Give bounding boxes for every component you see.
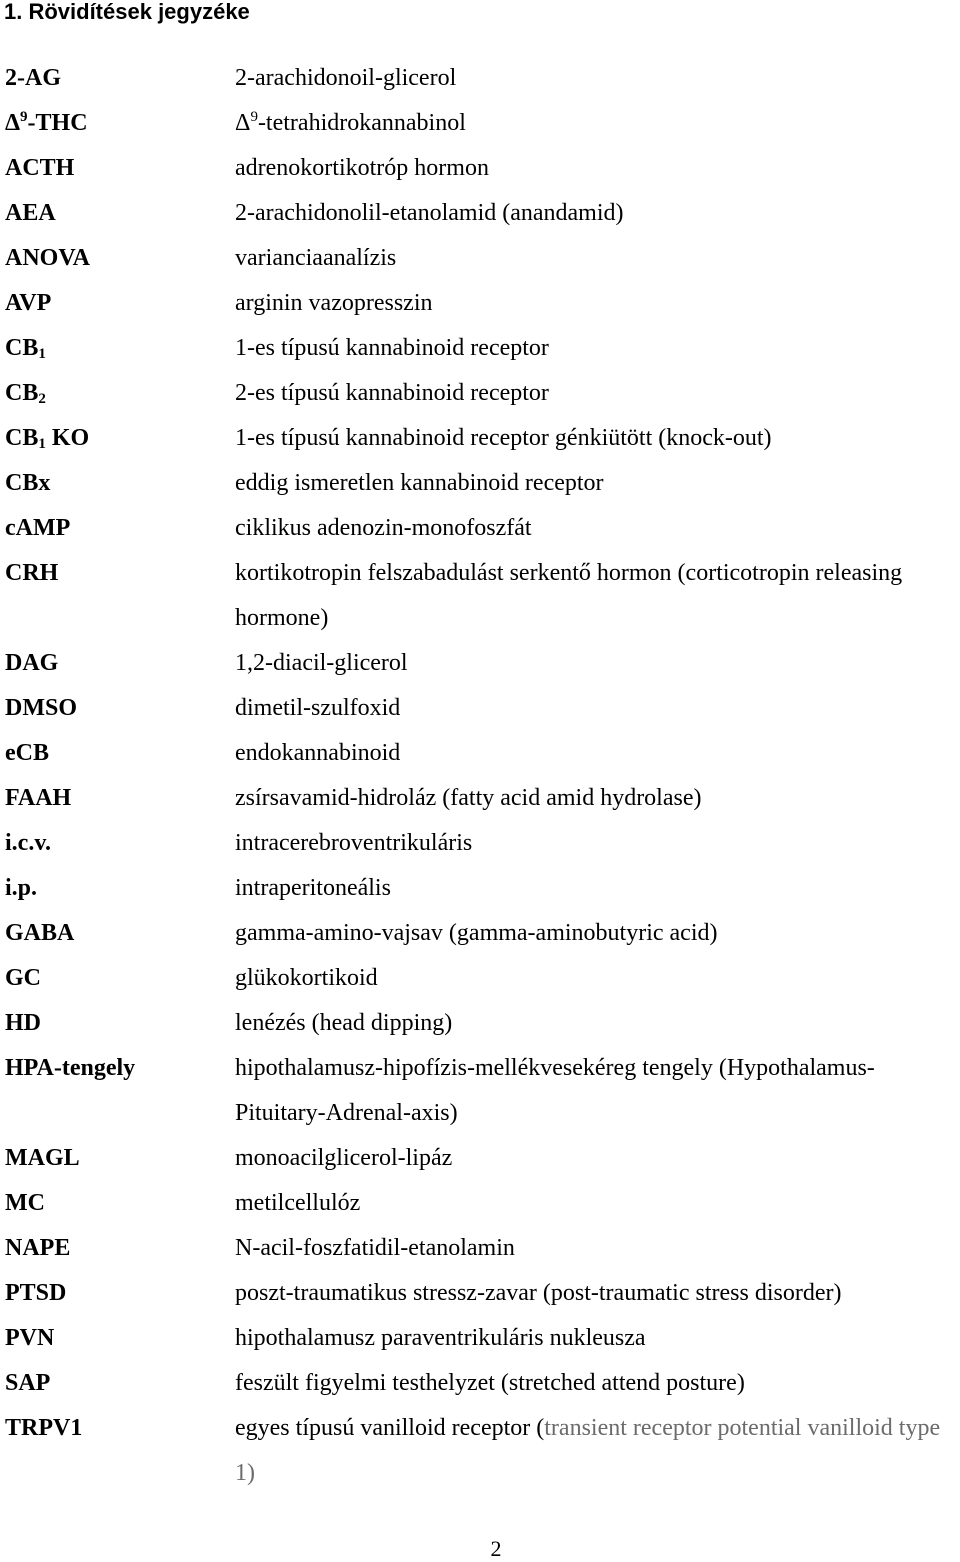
abbreviation: HD [5,1010,41,1036]
abbreviation-text: KO [45,425,90,451]
abbreviation-text: Δ [5,110,21,136]
definition: hipothalamusz paraventrikuláris nukleusza [235,1325,646,1351]
abbreviation: DMSO [5,695,77,721]
definition: feszült figyelmi testhelyzet (stretched attend posture) [235,1370,745,1396]
definition: 2-arachidonoil-glicerol [235,65,457,91]
definition: 1-es típusú kannabinoid receptor génkiütött (knock-out) [235,425,772,451]
definition: lenézés (head dipping) [235,1010,453,1036]
abbreviation: AEA [5,200,56,226]
definition: varianciaanalízis [235,245,397,271]
definition: 2-arachidonolil-etanolamid (anandamid) [235,200,624,226]
definition: ciklikus adenozin-monofoszfát [235,515,532,541]
definition: N-acil-foszfatidil-etanolamin [235,1235,515,1261]
superscript: 9 [250,109,258,125]
list-item [0,416,960,461]
definition: zsírsavamid-hidroláz (fatty acid amid hydrolase) [235,785,702,811]
list-item [0,1181,960,1226]
abbreviation: PVN [5,1325,55,1351]
definition-text: egyes típusú vanilloid receptor ( [235,1415,545,1441]
list-item [0,821,960,866]
abbreviation: 2-AG [5,65,61,91]
abbreviation-text: -THC [27,110,88,136]
list-item [0,461,960,506]
definition-text: Δ [235,110,251,136]
abbreviation: GABA [5,920,75,946]
abbreviation: CRH [5,560,59,586]
definition: 2-es típusú kannabinoid receptor [235,380,549,406]
abbreviation: i.c.v. [5,830,51,856]
list-item [0,776,960,821]
definition: dimetil-szulfoxid [235,695,401,721]
abbreviation: HPA-tengely [5,1055,136,1081]
definition-text: -tetrahidrokannabinol [257,110,466,136]
abbreviation: AVP [5,290,52,316]
list-item [0,731,960,776]
subscript: 1 [38,436,46,452]
definition: 1-es típusú kannabinoid receptor [235,335,549,361]
list-item [0,281,960,326]
superscript: 9 [20,109,28,125]
abbreviation: NAPE [5,1235,71,1261]
list-item [0,1316,960,1361]
abbreviation [0,371,235,416]
list-item [0,686,960,731]
abbreviation-text: CB [5,335,39,361]
definition-muted-text: transient receptor potential vanilloid type 1) [235,1415,941,1486]
list-item [0,911,960,956]
list-item [0,371,960,416]
list-item [0,1271,960,1316]
abbreviation: MAGL [5,1145,80,1171]
abbreviation: i.p. [5,875,38,901]
abbreviation: MC [5,1190,45,1216]
definition: gamma-amino-vajsav (gamma-aminobutyric acid) [235,920,718,946]
subscript: 2 [38,391,46,407]
abbreviation [0,326,235,371]
list-item [0,191,960,236]
abbreviation [0,101,235,146]
list-item [0,1001,960,1046]
definition: intracerebroventrikuláris [235,830,473,856]
page-number: 2 [490,1536,502,1561]
list-item [0,146,960,191]
list-item [0,1136,960,1181]
list-item [0,326,960,371]
abbreviation: PTSD [5,1280,67,1306]
abbreviation-text: CB [5,380,39,406]
abbreviation: cAMP [5,515,71,541]
list-item [0,101,960,146]
definition: adrenokortikotróp hormon [235,155,489,181]
list-item [0,1406,960,1496]
definition: endokannabinoid [235,740,401,766]
definition: monoacilglicerol-lipáz [235,1145,453,1171]
list-item [0,641,960,686]
definition: glükokortikoid [235,965,378,991]
list-item [0,1226,960,1271]
list-item [0,506,960,551]
abbreviation: ACTH [5,155,75,181]
page-title: 1. Rövidítések jegyzéke [4,0,250,24]
list-item [0,956,960,1001]
abbreviation: SAP [5,1370,51,1396]
definition: arginin vazopresszin [235,290,433,316]
abbreviation [0,416,235,461]
list-item [0,866,960,911]
abbreviation: DAG [5,650,59,676]
definition: kortikotropin felszabadulást serkentő hormon (corticotropin releasing hormone) [235,560,903,631]
subscript: 1 [38,346,46,362]
definition: eddig ismeretlen kannabinoid receptor [235,470,604,496]
list-item [0,1046,960,1136]
abbreviation: ANOVA [5,245,90,271]
list-item [0,551,960,641]
definition: intraperitoneális [235,875,391,901]
abbreviation: FAAH [5,785,72,811]
definition: hipothalamusz-hipofízis-mellékvesekéreg tengely (Hypothalamus-Pituitary-Adrenal-axis) [235,1055,875,1126]
list-item [0,236,960,281]
abbreviation: GC [5,965,41,991]
list-item [0,56,960,101]
definition [235,101,960,146]
definition: metilcellulóz [235,1190,361,1216]
abbreviation: TRPV1 [5,1415,83,1441]
abbreviation: eCB [5,740,49,766]
abbreviation-text: CB [5,425,39,451]
list-item [0,1361,960,1406]
abbreviation-list [0,56,960,1496]
definition: 1,2-diacil-glicerol [235,650,408,676]
definition: poszt-traumatikus stressz-zavar (post-traumatic stress disorder) [235,1280,842,1306]
definition [235,1406,960,1496]
abbreviation: CBx [5,470,51,496]
